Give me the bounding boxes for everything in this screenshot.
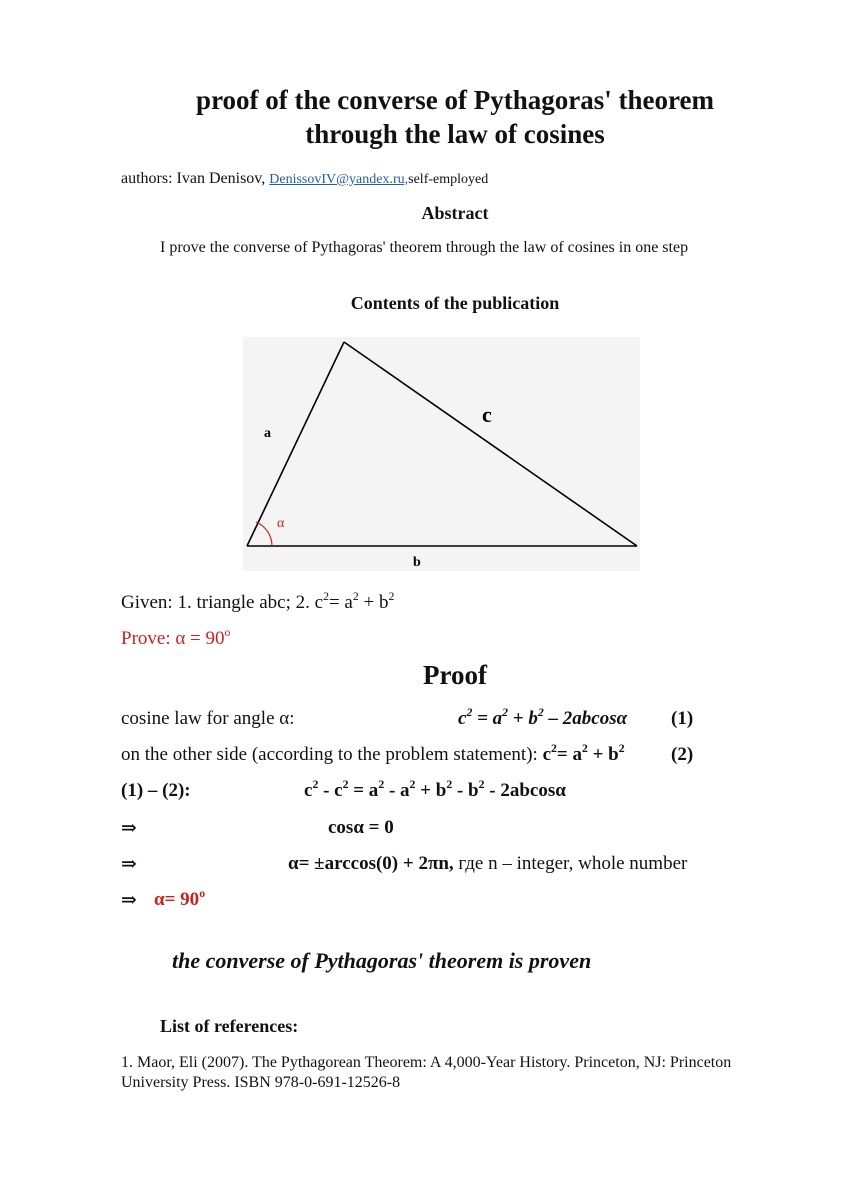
given-text-2: = a xyxy=(328,592,353,613)
label-a: a xyxy=(264,426,271,441)
proof-line-4-equation: cosα = 0 xyxy=(328,817,394,838)
sup: 2 xyxy=(352,590,359,603)
proof-line-2-label: on the other side (according to the problem statement): xyxy=(121,744,538,765)
title-line-1: proof of the converse of Pythagoras' theorem xyxy=(196,85,714,115)
sup: 2 xyxy=(537,706,544,719)
proof-heading: Proof xyxy=(423,660,487,690)
eq-part: + b xyxy=(508,708,538,729)
eq-part: - b xyxy=(452,780,479,801)
eq-part: + b xyxy=(587,744,619,765)
triangle-diagram xyxy=(243,337,640,571)
sup: 2 xyxy=(446,778,453,791)
proof-line-2 xyxy=(121,744,625,766)
sup: 2 xyxy=(502,706,509,719)
eq-part: = a xyxy=(348,780,379,801)
prove-text: Prove: α = 90 xyxy=(121,628,225,649)
sup: 2 xyxy=(378,778,385,791)
given-line xyxy=(121,592,394,614)
sup: 2 xyxy=(323,590,329,603)
sup: 2 xyxy=(551,742,557,755)
sup: 2 xyxy=(618,742,625,755)
title-line-2: through the law of cosines xyxy=(305,119,605,149)
given-text-3: + b xyxy=(358,592,389,613)
side-c xyxy=(344,342,637,546)
eq-part: = a xyxy=(472,708,503,729)
conclusion: the converse of Pythagoras' theorem is proven xyxy=(172,948,592,973)
abstract-heading: Abstract xyxy=(421,203,489,223)
author-email-link[interactable]: DenissovIV@yandex.ru, xyxy=(269,172,409,187)
proof-line-2-equation xyxy=(543,744,625,765)
proof-line-3-equation xyxy=(304,780,566,802)
implies-symbol: ⇒ xyxy=(121,854,137,875)
implies-symbol: ⇒ xyxy=(121,890,137,911)
proof-line-5-tail: где n – integer, whole number xyxy=(453,853,688,874)
sup: 2 xyxy=(466,706,473,719)
equation-number-1: (1) xyxy=(671,708,694,729)
prove-line xyxy=(121,628,230,650)
sup: o xyxy=(224,626,231,639)
proof-line-5-equation: α= ±arccos(0) + 2πn, xyxy=(288,853,454,874)
implies-symbol: ⇒ xyxy=(121,818,137,839)
proof-line-1-label: cosine law for angle α: xyxy=(121,708,295,729)
proof-line-1-equation xyxy=(458,708,627,730)
label-c: c xyxy=(482,402,492,427)
sup: 2 xyxy=(478,778,485,791)
reference-1-line-2: University Press. ISBN 978-0-691-12526-8 xyxy=(121,1074,401,1091)
abstract-text: I prove the converse of Pythagoras' theorem through the law of cosines in one step xyxy=(160,239,689,256)
references-heading: List of references: xyxy=(160,1016,299,1036)
sup: 2 xyxy=(312,778,319,791)
eq-part: – 2abcosα xyxy=(543,708,628,729)
proof-line-3-label: (1) – (2): xyxy=(121,780,191,801)
eq-part: - a xyxy=(384,780,410,801)
authors-prefix: authors: Ivan Denisov, xyxy=(121,170,266,187)
contents-heading: Contents of the publication xyxy=(350,293,560,313)
eq-part: - 2abcosα xyxy=(484,780,566,801)
sup: 2 xyxy=(581,742,588,755)
eq-part: c xyxy=(542,744,551,765)
sup: 2 xyxy=(388,590,395,603)
authors-line xyxy=(121,170,488,188)
equation-number-2: (2) xyxy=(671,744,694,765)
label-b: b xyxy=(413,555,421,570)
reference-1-line-1: 1. Maor, Eli (2007). The Pythagorean Theorem: A 4,000-Year History. Princeton, NJ: Princeton xyxy=(121,1054,732,1071)
sup: 2 xyxy=(342,778,349,791)
proof-result xyxy=(154,889,205,911)
sup: 2 xyxy=(409,778,416,791)
triangle-figure xyxy=(243,337,640,571)
label-alpha: α xyxy=(277,516,285,531)
eq-part: c xyxy=(458,708,467,729)
proof-line-5 xyxy=(288,853,687,875)
side-a xyxy=(247,342,344,546)
eq-part: = a xyxy=(556,744,582,765)
angle-alpha-arc xyxy=(256,522,272,546)
given-text-1: Given: 1. triangle abc; 2. c xyxy=(121,592,324,613)
sup: o xyxy=(199,887,206,900)
author-affiliation: self-employed xyxy=(408,172,489,187)
eq-part: - c xyxy=(318,780,343,801)
result-text: α= 90 xyxy=(154,889,200,910)
eq-part: + b xyxy=(415,780,447,801)
eq-part: c xyxy=(304,780,313,801)
